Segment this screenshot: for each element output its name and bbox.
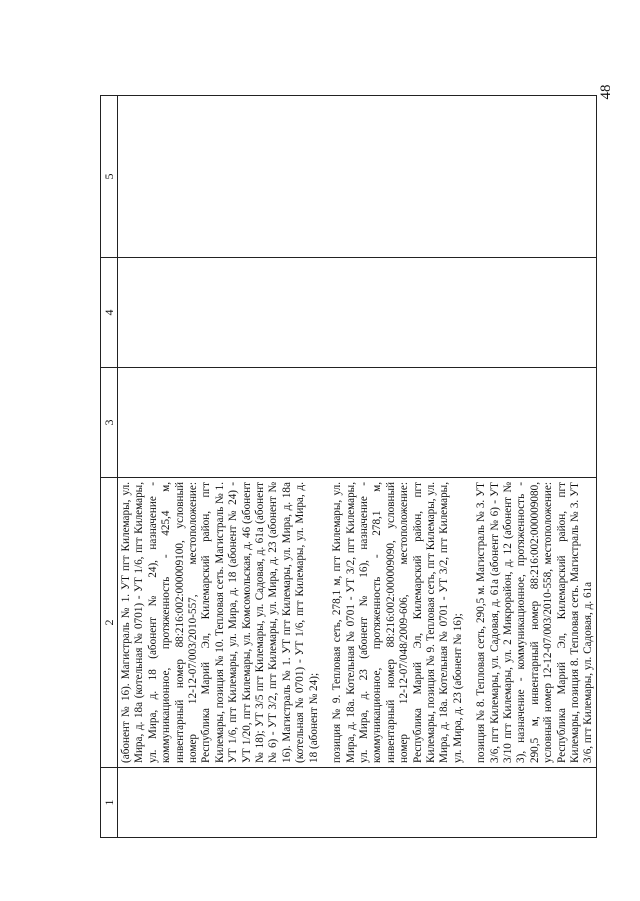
rotated-table-wrapper (100, 96, 595, 838)
cell-col3 (118, 368, 597, 478)
column-header-5: 5 (101, 96, 118, 258)
cell-description (118, 478, 597, 768)
cell-col5 (118, 96, 597, 258)
cell-col4 (118, 258, 597, 368)
cell-col1 (118, 768, 597, 838)
description-text (118, 478, 596, 767)
page-number: 48 (598, 84, 614, 100)
paragraph-position-8: позиция № 8. Тепловая сеть, 290,5 м. Магистраль № 3. УТ 3/6, пгт Килемары, ул. Садовая, д. 61а (абонент № 6) - УТ 3/10 пгт Килемары, ул. 2 Микрорайон, д. 12 (абонент № 3), назначение - коммуникационное, протяженность - 290,5 м, инвентарный номер 88:216:002:000009080, условный номер 12-12-07/003/2010-558, местоположение: Республика Марий Эл, Килемарский район, пгт Килемары, позиция 8. Тепловая сеть. Магистраль № 3. УТ 3/6, пгт Килемары, ул. Садовая, д. 61а (475, 482, 595, 763)
column-header-2: 2 (101, 478, 118, 768)
document-sheet (100, 96, 595, 838)
paragraph-abonent-16: (абонент № 16). Магистраль № 1. УТ пгт Килемары, ул. Мира, д. 18а (котельная № 0701) - УТ 1/6, пгт Килемары, ул. Мира, д. 18 (абонент № 24), назначение - коммуникационное, протяженность - 425,4 м, инвентарный номер 88:216:002:000009100, условный номер 12-12-07/003/2010-557, местоположение: Республика Марий Эл, Килемарский район, пгт Килемары, позиция № 10. Тепловая сеть. Магистраль № 1. УТ 1/6, пгт Килемары, ул. Мира, д. 18 (абонент № 24) - УТ 1/20, пгт Килемары, ул. Комсомольская, д. 46 (абонент № 18); УТ 3/5 пгт Килемары, ул. Садовая, д. 61а (абонент № 6) - УТ 3/2, пгт Килемары, ул. Мира, д. 23 (абонент № 16). Магистраль № 1. УТ пгт Килемары, ул. Мира, д. 18а (котельная № 0701) - УТ 1/6, пгт Килемары, ул. Мира, д. 18 (абонент № 24); (120, 482, 320, 763)
paragraph-position-9: позиция № 9. Тепловая сеть, 278,1 м, пгт Килемары, ул. Мира, д. 18а. Котельная № 0701 - УТ 3/2, пгт Килемары, ул. Мира, д. 23 (абонент № 16), назначение - коммуникационное, протяженность - 278,1 м, инвентарный номер 88:216:002:000009090, условный номер 12-12-07/048/2009-606, местоположение: Республика Марий Эл, Килемарский район, пгт Килемары, позиция № 9. Тепловая сеть, пгт Килемары, ул. Мира, д. 18а. Котельная № 0701 - УТ 3/2, пгт Килемары, ул. Мира, д. 23 (абонент № 16); (331, 482, 464, 763)
column-header-3: 3 (101, 368, 118, 478)
column-header-1: 1 (101, 768, 118, 838)
table-row (118, 96, 597, 838)
header-row (101, 96, 118, 838)
property-table (100, 95, 597, 838)
column-header-4: 4 (101, 258, 118, 368)
